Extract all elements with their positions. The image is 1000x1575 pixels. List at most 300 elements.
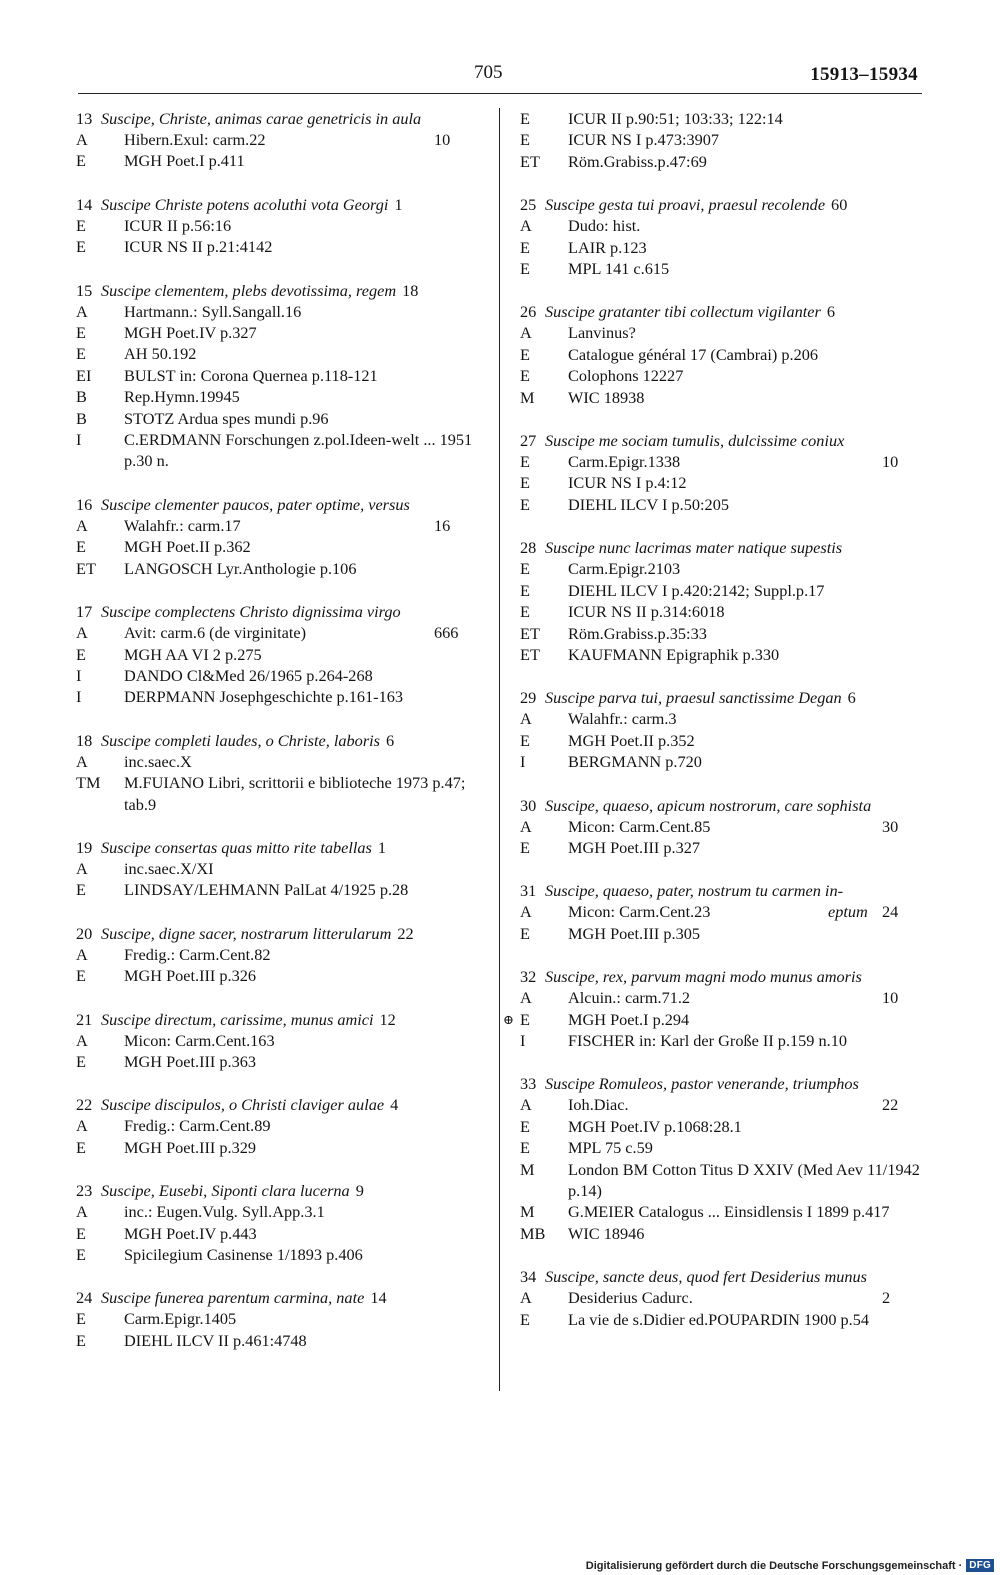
reference-row: [520, 1309, 940, 1330]
reference-code: [76, 1223, 124, 1244]
reference-code: [520, 816, 568, 837]
line-count: 2: [882, 1288, 891, 1308]
incipit-text: Suscipe, quaeso, pater, nostrum tu carmen in-: [545, 881, 844, 901]
incipit-text: Suscipe, digne sacer, nostrarum litterularum: [101, 923, 392, 943]
catalog-entry: [520, 795, 940, 859]
reference-text: MGH AA VI 2 p.275: [124, 644, 262, 664]
reference-row: [520, 129, 940, 150]
reference-row: [76, 386, 486, 407]
reference-row: [76, 751, 486, 772]
reference-text: LINDSAY/LEHMANN PalLat 4/1925 p.28: [124, 880, 409, 900]
reference-code-label: M: [520, 387, 535, 407]
reference-code-label: A: [76, 130, 88, 149]
reference-text: DIEHL ILCV II p.461:4748: [124, 1330, 307, 1350]
reference-code-label: E: [520, 730, 530, 750]
reference-code-label: E: [76, 151, 86, 171]
reference-code-label: E: [76, 1245, 86, 1264]
entry-incipit: [520, 194, 940, 215]
reference-text: STOTZ Ardua spes mundi p.96: [124, 408, 329, 428]
reference-text: M.FUIANO Libri, scrittorii e biblioteche 1973 p.47; tab.9: [124, 773, 466, 814]
reference-row: [520, 644, 940, 665]
reference-text: AH 50.192: [124, 344, 197, 364]
reference-text: Micon: Carm.Cent.163: [124, 1030, 275, 1050]
right-column: [503, 108, 940, 1352]
reference-row: [76, 879, 486, 900]
reference-text: Fredig.: Carm.Cent.82: [124, 944, 271, 964]
entry-number: 29: [520, 688, 537, 708]
incipit-text: Suscipe, Christe, animas carae genetricis in aula: [101, 109, 422, 128]
catalog-entry: [520, 880, 940, 944]
reference-code: [520, 365, 568, 386]
incipit-text: Suscipe gesta tui proavi, praesul recolende: [545, 195, 826, 215]
incipit-text: Suscipe consertas quas mitto rite tabellas: [101, 837, 372, 857]
reference-code-label: A: [520, 323, 532, 343]
entry-incipit: [76, 837, 486, 858]
reference-code: [76, 386, 124, 407]
reference-code-label: A: [76, 858, 88, 878]
reference-text: DIEHL ILCV I p.50:205: [568, 494, 729, 514]
reference-code: [76, 1308, 124, 1329]
reference-row: [76, 215, 486, 236]
entry-incipit: [520, 1073, 940, 1094]
reference-code: [520, 215, 568, 236]
entry-incipit: [520, 795, 940, 816]
reference-code-label: I: [520, 1030, 526, 1050]
reference-code-label: A: [520, 216, 532, 236]
entry-incipit: [520, 966, 940, 987]
incipit-text: Suscipe funerea parentum carmina, nate: [101, 1288, 365, 1308]
reference-row: [76, 686, 486, 707]
reference-row: [76, 1330, 486, 1351]
reference-code-label: I: [520, 752, 526, 772]
incipit-text: Suscipe complectens Christo dignissima virgo: [101, 602, 401, 622]
entry-number: 23: [76, 1181, 93, 1201]
reference-row: [520, 1094, 940, 1115]
reference-code: [520, 1223, 568, 1244]
reference-code-label: A: [520, 816, 532, 836]
reference-code: [520, 1094, 568, 1115]
reference-row: [520, 322, 940, 343]
reference-text: MGH Poet.III p.326: [124, 966, 257, 986]
reference-code-label: E: [76, 323, 86, 343]
reference-code-label: E: [520, 559, 530, 579]
reference-code-label: A: [76, 1116, 88, 1136]
reference-row: [520, 1030, 940, 1051]
reference-row: [76, 1201, 486, 1222]
reference-row: [520, 751, 940, 772]
reference-text: London BM Cotton Titus D XXIV (Med Aev 11/1942 p.14): [568, 1159, 920, 1200]
entry-incipit: [520, 537, 940, 558]
reference-code-label: E: [520, 1116, 530, 1136]
reference-row: [76, 150, 486, 171]
incipit-text: Suscipe gratanter tibi collectum vigilanter: [545, 302, 821, 322]
catalog-entry: [76, 1287, 486, 1351]
reference-text: Micon: Carm.Cent.85: [568, 816, 711, 836]
reference-row: [520, 151, 940, 172]
reference-text: Hibern.Exul: carm.22: [124, 130, 266, 149]
catalog-entry: [76, 601, 486, 708]
reference-row: [520, 451, 940, 472]
reference-code: [520, 987, 568, 1008]
incipit-text: Suscipe, quaeso, apicum nostrorum, care sophista: [545, 795, 872, 815]
entry-number: 27: [520, 431, 537, 451]
reference-text: WIC 18938: [568, 387, 645, 407]
reference-row: [76, 408, 486, 429]
catalog-entry: [520, 1266, 940, 1330]
entry-incipit: [76, 1094, 486, 1115]
entry-incipit: [76, 494, 486, 515]
reference-row: [520, 987, 940, 1008]
entry-incipit: [76, 1287, 486, 1308]
reference-code-label: E: [76, 215, 86, 235]
reference-code-label: E: [76, 1223, 86, 1243]
line-count: 22: [882, 1095, 899, 1115]
reference-row: [520, 1159, 940, 1202]
reference-code: [76, 343, 124, 364]
reference-code: [520, 1159, 568, 1202]
reference-text: MPL 141 c.615: [568, 259, 670, 279]
reference-text: LAIR p.123: [568, 237, 647, 257]
reference-code-label: E: [76, 237, 86, 257]
reference-row: [520, 730, 940, 751]
incipit-text: Suscipe, Eusebi, Siponti clara lucerna: [101, 1181, 350, 1201]
reference-text: Walahfr.: carm.17: [124, 515, 241, 535]
reference-row: [520, 580, 940, 601]
entry-incipit: [76, 194, 486, 215]
incipit-text: Suscipe parva tui, praesul sanctissime Degan: [545, 688, 842, 708]
reference-code-label: A: [76, 301, 88, 321]
reference-row: [520, 237, 940, 258]
incipit-text: Suscipe me sociam tumulis, dulcissime coniux: [545, 431, 845, 451]
reference-code-label: E: [520, 452, 530, 472]
reference-code-label: A: [76, 1030, 88, 1050]
reference-text: BULST in: Corona Quernea p.118-121: [124, 365, 378, 385]
entry-number: 18: [76, 730, 93, 750]
reference-text: BERGMANN p.720: [568, 752, 702, 772]
reference-code-label: M: [520, 1202, 535, 1222]
reference-text: Spicilegium Casinense 1/1893 p.406: [124, 1245, 363, 1264]
catalog-entry: [503, 966, 940, 1051]
reference-text: MGH Poet.III p.327: [568, 837, 701, 857]
reference-code: [76, 965, 124, 986]
reference-code-label: E: [76, 1137, 86, 1157]
reference-code: [520, 623, 568, 644]
reference-text: MGH Poet.I p.411: [124, 151, 245, 171]
reference-text: La vie de s.Didier ed.POUPARDIN 1900 p.54: [568, 1309, 870, 1329]
reference-text: MGH Poet.III p.305: [568, 923, 701, 943]
reference-code: [76, 515, 124, 536]
reference-code: [76, 236, 124, 257]
reference-text: Micon: Carm.Cent.23: [568, 902, 711, 922]
reference-text: DANDO Cl&Med 26/1965 p.264-268: [124, 665, 373, 685]
reference-row: [520, 365, 940, 386]
reference-text: Ioh.Diac.: [568, 1095, 629, 1115]
reference-code-label: ET: [520, 623, 540, 643]
catalog-entry: [76, 108, 486, 172]
line-count: 6: [386, 730, 395, 750]
catalog-entry: [76, 1009, 486, 1073]
reference-text: Walahfr.: carm.3: [568, 709, 677, 729]
reference-code-label: E: [520, 130, 530, 150]
entry-incipit: [76, 1009, 486, 1030]
entry-number: 16: [76, 494, 93, 514]
reference-text: FISCHER in: Karl der Große II p.159 n.10: [568, 1030, 848, 1050]
reference-row: [520, 494, 940, 515]
reference-code: [520, 1201, 568, 1222]
header-rule: [78, 93, 922, 94]
reference-code: [76, 944, 124, 965]
reference-code-label: A: [76, 751, 88, 771]
line-count: 6: [826, 302, 835, 322]
reference-code-label: E: [520, 259, 530, 279]
entry-number: 31: [520, 881, 537, 901]
reference-row: [76, 536, 486, 557]
crossed-circle-mark: ⊕: [503, 1011, 514, 1027]
reference-text: MGH Poet.I p.294: [568, 1009, 690, 1029]
reference-row: [76, 322, 486, 343]
reference-text: Dudo: hist.: [568, 216, 641, 236]
reference-text: Carm.Epigr.1405: [124, 1309, 237, 1329]
reference-code: [520, 1309, 568, 1330]
reference-text: Röm.Grabiss.p.35:33: [568, 623, 707, 643]
catalog-entry: [76, 837, 486, 901]
reference-code: [76, 129, 124, 150]
reference-code-label: A: [520, 1288, 532, 1308]
entry-incipit: [520, 430, 940, 451]
reference-code-label: B: [76, 408, 87, 428]
reference-code-label: E: [520, 580, 530, 600]
reference-text: inc.saec.X: [124, 751, 192, 771]
reference-code: [76, 301, 124, 322]
reference-row: [520, 837, 940, 858]
reference-code-label: ET: [520, 644, 540, 664]
reference-code-label: B: [76, 387, 87, 407]
incipit-text: Suscipe, sancte deus, quod fert Desiderius munus: [545, 1267, 867, 1287]
reference-code-label: A: [76, 1202, 88, 1222]
reference-code: [76, 622, 124, 643]
reference-row: [520, 215, 940, 236]
reference-row: [76, 1115, 486, 1136]
reference-row: [76, 1137, 486, 1158]
entry-incipit: [76, 730, 486, 751]
reference-text: Fredig.: Carm.Cent.89: [124, 1116, 271, 1136]
line-count: 22: [397, 923, 414, 943]
catalog-entry: [520, 108, 940, 172]
entry-number: 28: [520, 538, 537, 558]
incipit-continuation: eptum: [828, 902, 868, 922]
incipit-text: Suscipe nunc lacrimas mater natique supestis: [545, 538, 843, 558]
entry-incipit: [76, 108, 486, 129]
reference-code: [503, 1009, 568, 1030]
reference-code-label: E: [520, 1009, 530, 1029]
reference-text: ICUR NS II p.314:6018: [568, 602, 725, 622]
incipit-text: Suscipe discipulos, o Christi claviger aulae: [101, 1095, 385, 1115]
line-count: 24: [882, 902, 899, 922]
reference-row: [520, 1223, 940, 1244]
reference-code-label: A: [520, 709, 532, 729]
reference-code: [520, 708, 568, 729]
reference-code-label: MB: [520, 1223, 546, 1243]
reference-code: [520, 558, 568, 579]
line-count: 30: [882, 816, 899, 836]
reference-text: WIC 18946: [568, 1223, 645, 1243]
reference-code: [76, 772, 124, 815]
reference-code-label: E: [520, 837, 530, 857]
reference-code-label: E: [76, 537, 86, 557]
entry-range: 15913–15934: [810, 64, 918, 85]
reference-text: G.MEIER Catalogus ... Einsidlensis I 1899 p.417: [568, 1202, 890, 1222]
reference-code: [520, 837, 568, 858]
reference-code-label: A: [520, 988, 532, 1008]
reference-code-label: A: [76, 515, 88, 535]
reference-code: [520, 901, 568, 922]
reference-text: Carm.Epigr.2103: [568, 559, 681, 579]
entry-number: 21: [76, 1009, 93, 1029]
reference-code: [520, 1030, 568, 1051]
reference-text: DIEHL ILCV I p.420:2142; Suppl.p.17: [568, 580, 825, 600]
catalog-entry: [76, 280, 486, 472]
reference-code: [520, 258, 568, 279]
reference-row: [520, 258, 940, 279]
entry-number: 24: [76, 1288, 93, 1308]
reference-row: [520, 1201, 940, 1222]
reference-text: ICUR II p.90:51; 103:33; 122:14: [568, 109, 783, 128]
reference-code: [520, 923, 568, 944]
reference-code-label: E: [76, 880, 86, 900]
reference-row: [76, 343, 486, 364]
reference-row: [76, 515, 486, 536]
catalog-entry: [76, 194, 486, 258]
reference-code-label: M: [520, 1159, 535, 1179]
reference-code: [520, 237, 568, 258]
reference-code: [520, 387, 568, 408]
reference-code: [76, 1201, 124, 1222]
reference-code: [76, 644, 124, 665]
reference-code-label: ET: [76, 558, 96, 578]
reference-code-label: E: [520, 473, 530, 493]
column-divider: [499, 108, 500, 1391]
reference-code: [520, 644, 568, 665]
reference-text: Rep.Hymn.19945: [124, 387, 240, 407]
reference-text: KAUFMANN Epigraphik p.330: [568, 644, 780, 664]
reference-code: [520, 344, 568, 365]
reference-code-label: A: [520, 1095, 532, 1115]
reference-row: [503, 1009, 940, 1030]
line-count: 12: [379, 1009, 396, 1029]
reference-code: [520, 451, 568, 472]
reference-row: [76, 365, 486, 386]
footer-credit: Digitalisierung gefördert durch die Deutsche Forschungsgemeinschaft ·: [585, 1559, 963, 1572]
reference-code: [520, 580, 568, 601]
entry-number: 15: [76, 280, 93, 300]
reference-row: [76, 965, 486, 986]
reference-code-label: A: [76, 944, 88, 964]
reference-code-label: A: [76, 623, 88, 643]
reference-text: C.ERDMANN Forschungen z.pol.Ideen-welt ... 1951 p.30 n.: [124, 430, 473, 471]
reference-text: MGH Poet.II p.352: [568, 730, 695, 750]
reference-code: [76, 536, 124, 557]
reference-text: MGH Poet.III p.329: [124, 1137, 257, 1157]
reference-row: [76, 858, 486, 879]
reference-code: [520, 601, 568, 622]
reference-row: [76, 129, 486, 150]
entry-number: 34: [520, 1267, 537, 1287]
reference-code: [76, 665, 124, 686]
reference-row: [76, 429, 486, 472]
entry-number: 30: [520, 795, 537, 815]
reference-row: [76, 1308, 486, 1329]
reference-code: [76, 558, 124, 579]
reference-code: [520, 322, 568, 343]
reference-text: Catalogue général 17 (Cambrai) p.206: [568, 344, 819, 364]
line-count: 10: [882, 452, 899, 472]
catalog-entry: [520, 194, 940, 279]
reference-text: LANGOSCH Lyr.Anthologie p.106: [124, 558, 357, 578]
reference-text: ICUR NS I p.4:12: [568, 473, 687, 493]
reference-text: MGH Poet.IV p.327: [124, 323, 257, 343]
entry-incipit: [520, 687, 940, 708]
reference-row: [520, 108, 940, 129]
reference-row: [520, 623, 940, 644]
reference-code-label: E: [76, 1309, 86, 1329]
catalog-entry: [76, 1180, 486, 1265]
reference-row: [76, 665, 486, 686]
reference-code-label: ET: [520, 151, 540, 171]
reference-row: [76, 644, 486, 665]
entry-incipit: [520, 1266, 940, 1287]
entry-incipit: [76, 280, 486, 301]
reference-code: [76, 150, 124, 171]
line-count: 666: [434, 623, 459, 643]
reference-code: [520, 1287, 568, 1308]
entry-number: 14: [76, 194, 93, 214]
reference-text: Colophons 12227: [568, 366, 684, 386]
reference-row: [520, 1116, 940, 1137]
line-count: 18: [402, 280, 419, 300]
reference-code-label: I: [76, 665, 82, 685]
entry-number: 33: [520, 1074, 537, 1094]
catalog-entry: [520, 430, 940, 515]
reference-code: [76, 1115, 124, 1136]
reference-text: DERPMANN Josephgeschichte p.161-163: [124, 687, 404, 707]
reference-text: inc.: Eugen.Vulg. Syll.App.3.1: [124, 1202, 325, 1222]
entry-number: 22: [76, 1095, 93, 1115]
reference-row: [520, 1287, 940, 1308]
reference-code-label: E: [76, 1051, 86, 1071]
reference-row: [76, 236, 486, 257]
reference-row: [76, 944, 486, 965]
entry-incipit: [76, 601, 486, 622]
line-count: 9: [355, 1181, 364, 1201]
reference-code: [76, 1244, 124, 1265]
reference-row: [520, 558, 940, 579]
reference-code: [520, 730, 568, 751]
catalog-entry: [76, 494, 486, 579]
entry-number: 26: [520, 302, 537, 322]
line-count: 10: [882, 988, 899, 1008]
reference-code: [520, 151, 568, 172]
entry-number: 17: [76, 602, 93, 622]
reference-code: [76, 1330, 124, 1351]
reference-code: [76, 429, 124, 472]
reference-text: MGH Poet.IV p.1068:28.1: [568, 1116, 742, 1136]
reference-text: Desiderius Cadurc.: [568, 1288, 693, 1308]
catalog-entry: [76, 730, 486, 815]
reference-code: [520, 1116, 568, 1137]
reference-code-label: E: [520, 237, 530, 257]
incipit-text: Suscipe clementem, plebs devotissima, regem: [101, 280, 397, 300]
entry-number: 19: [76, 837, 93, 857]
